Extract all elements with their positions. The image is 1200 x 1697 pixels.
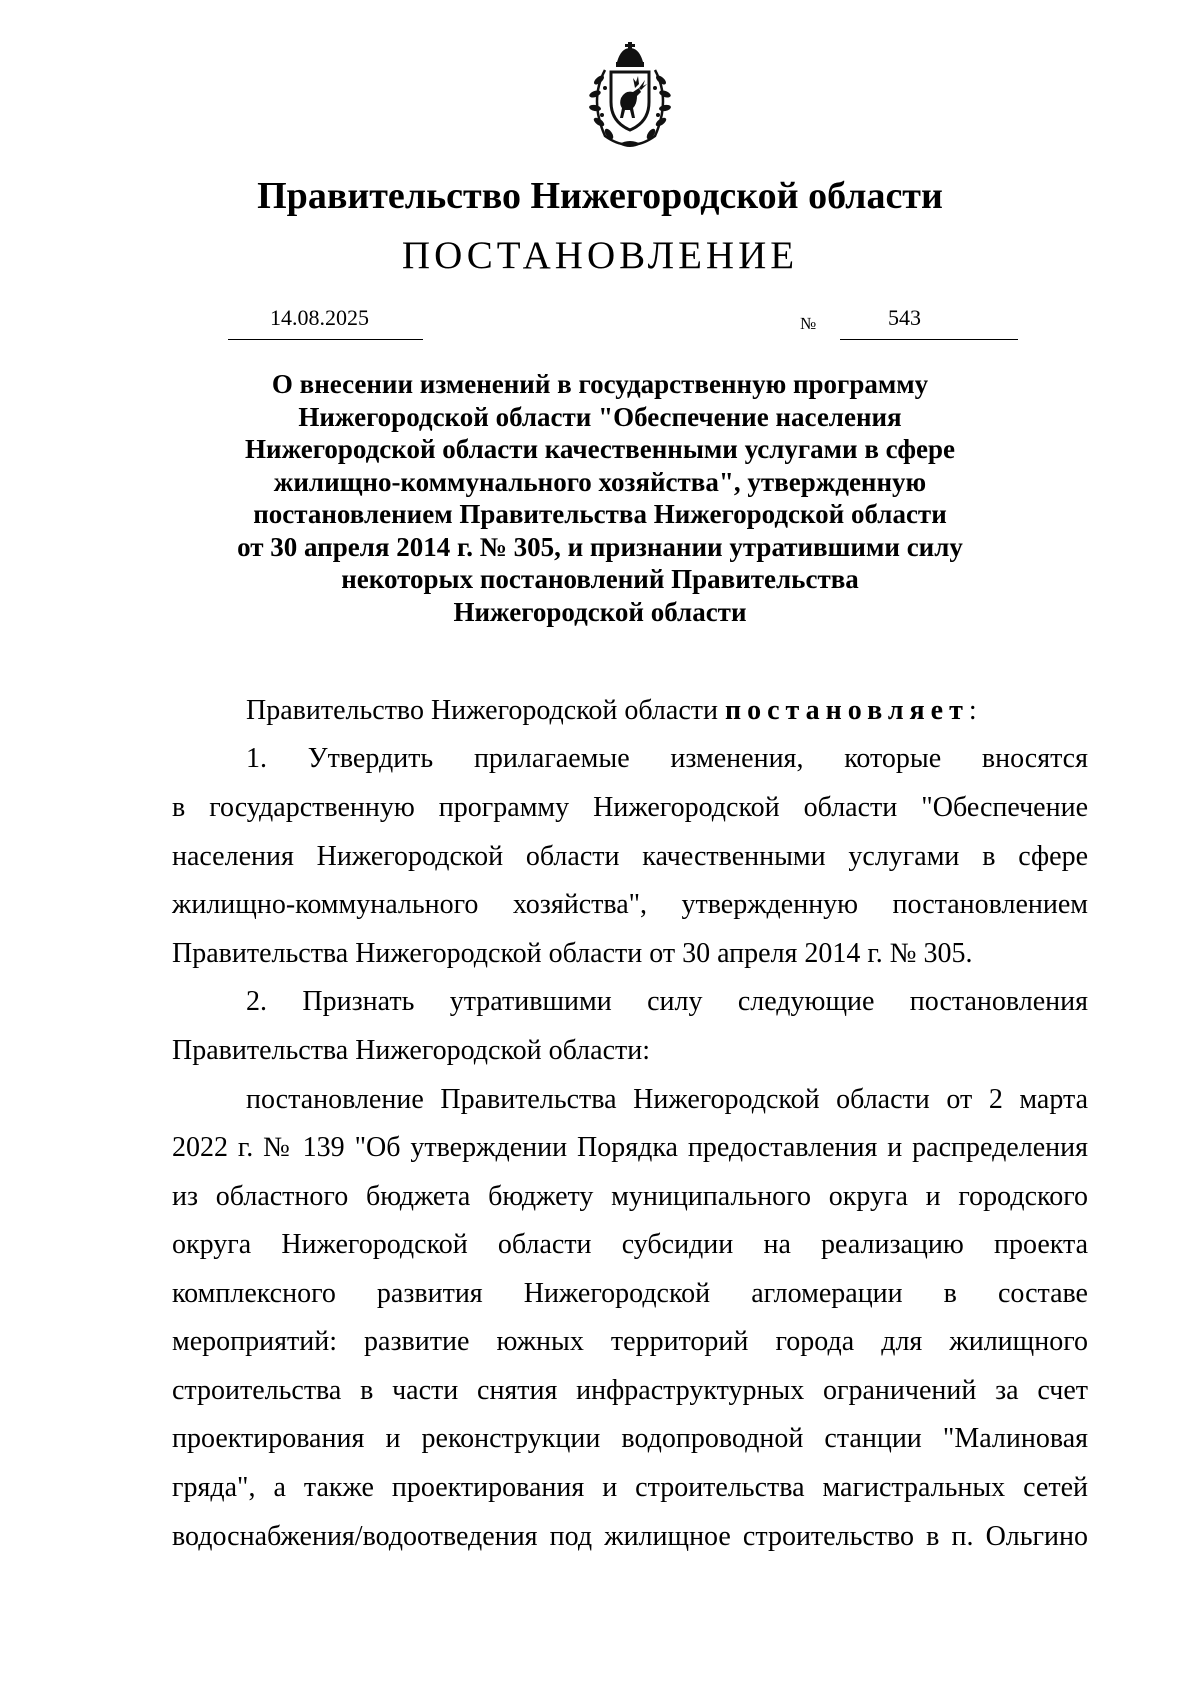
- body-line: округа Нижегородской области субсидии на реализацию проекта: [172, 1229, 1088, 1260]
- body-line: гряда", а также проектирования и строительства магистральных сетей: [172, 1472, 1088, 1503]
- body-line: Правительства Нижегородской области от 30 апреля 2014 г. № 305.: [172, 938, 973, 969]
- subject-line: от 30 апреля 2014 г. № 305, и признании утратившими силу: [237, 531, 963, 562]
- preamble: [246, 695, 1088, 727]
- body-line: мероприятий: развитие южных территорий города для жилищного: [172, 1326, 1088, 1357]
- preamble-text: Правительство Нижегородской области: [246, 695, 725, 726]
- document-subject: [200, 368, 1000, 628]
- date-field: [228, 303, 423, 340]
- body-line: жилищно-коммунального хозяйства", утвержденную постановлением: [172, 889, 1088, 920]
- subject-line: Нижегородской области "Обеспечение населения: [298, 401, 902, 432]
- preamble-emphasis: постановляет: [724, 695, 969, 726]
- body-line: в государственную программу Нижегородской области "Обеспечение: [172, 792, 1088, 823]
- body-line: проектирования и реконструкции водопроводной станции "Малиновая: [172, 1423, 1088, 1454]
- subject-line: О внесении изменений в государственную программу: [271, 369, 929, 399]
- document-type: ПОСТАНОВЛЕНИЕ: [401, 234, 799, 277]
- subject-line: некоторых постановлений Правительства: [341, 564, 859, 594]
- subject-line: Нижегородской области: [453, 596, 747, 627]
- government-name: Правительство Нижегородской области: [257, 175, 943, 217]
- body-line: строительства в части снятия инфраструктурных ограничений за счет: [172, 1375, 1088, 1406]
- body-line: 2022 г. № 139 "Об утверждении Порядка предоставления и распределения: [172, 1132, 1088, 1163]
- body-line: постановление Правительства Нижегородской области от 2 марта: [246, 1084, 1088, 1115]
- number-sign: №: [800, 314, 817, 333]
- number-field: [840, 303, 1018, 340]
- preamble-colon: :: [968, 695, 977, 726]
- body-line: Правительства Нижегородской области:: [172, 1035, 651, 1066]
- subject-line: постановлением Правительства Нижегородской области: [253, 499, 947, 529]
- subject-line: жилищно-коммунального хозяйства", утвержденную: [273, 466, 927, 497]
- subject-line: Нижегородской области качественными услугами в сфере: [245, 434, 955, 464]
- nizhny-novgorod-coat-of-arms-icon: [575, 40, 685, 152]
- body-line: населения Нижегородской области качественными услугами в сфере: [172, 841, 1088, 872]
- body-line: комплексного развития Нижегородской агломерации в составе: [172, 1278, 1088, 1309]
- body-line: 2. Признать утратившими силу следующие постановления: [246, 986, 1088, 1017]
- body-line: 1. Утвердить прилагаемые изменения, которые вносятся: [246, 743, 1088, 774]
- document-number: 543: [888, 305, 921, 330]
- body-line: из областного бюджета бюджету муниципального округа и городского: [172, 1181, 1088, 1212]
- document-date: 14.08.2025: [270, 305, 369, 330]
- body-line: водоснабжения/водоотведения под жилищное строительство в п. Ольгино: [172, 1521, 1088, 1552]
